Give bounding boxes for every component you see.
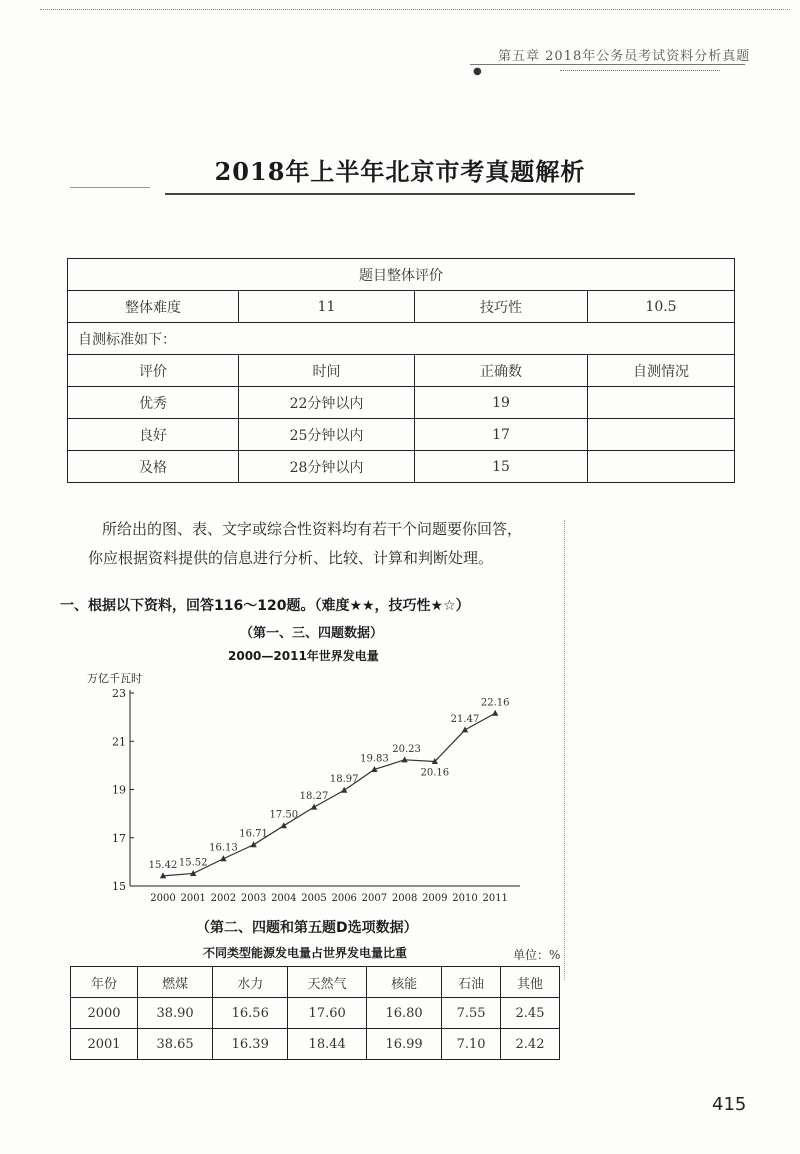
x-tick-label: 2005 [301, 893, 327, 904]
table-header-row [71, 967, 560, 998]
grade-cell: 及格 [68, 451, 239, 483]
table-cell: 17.60 [288, 998, 367, 1029]
correct-cell: 17 [415, 419, 588, 451]
title-rule-left [70, 187, 150, 188]
correct-cell: 15 [415, 451, 588, 483]
x-tick-label: 2000 [150, 893, 176, 904]
table-cell: 16.39 [213, 1029, 288, 1060]
col-header-nuclear: 核能 [367, 967, 442, 998]
question-subtitle: （第一、三、四题数据） [240, 626, 384, 641]
x-tick-label: 2004 [271, 893, 297, 904]
table2-unit: 单位：% [513, 948, 561, 962]
x-tick-label: 2001 [180, 893, 206, 904]
x-tick-label: 2002 [210, 893, 237, 904]
table-cell: 16.80 [367, 998, 442, 1029]
evaluation-table [67, 258, 735, 483]
table-cell: 7.10 [442, 1029, 501, 1060]
grade-cell: 优秀 [68, 387, 239, 419]
table-cell: 38.65 [138, 1029, 213, 1060]
table-cell: 2000 [71, 998, 138, 1029]
x-tick-label: 2010 [452, 893, 478, 904]
data-point [462, 726, 468, 732]
difficulty-label: 整体难度 [68, 291, 239, 323]
grade-cell: 良好 [68, 419, 239, 451]
table-row [71, 1029, 560, 1060]
header-dotted-underline [560, 70, 720, 71]
intro-line-1: 所给出的图、表、文字或综合性资料均有若干个问题要你回答， [102, 520, 523, 538]
skill-value: 10.5 [588, 291, 735, 323]
data-label: 17.50 [269, 809, 299, 821]
time-cell: 25分钟以内 [239, 419, 415, 451]
table-cell: 2001 [71, 1029, 138, 1060]
data-label: 19.83 [360, 753, 389, 765]
col-header-year: 年份 [71, 967, 138, 998]
data-label: 22.16 [480, 697, 510, 709]
table-cell: 2.42 [501, 1029, 560, 1060]
time-cell: 28分钟以内 [239, 451, 415, 483]
question-title: 一、根据以下资料，回答116～120题。（难度★★，技巧性★☆） [60, 598, 470, 614]
col-header-hydro: 水力 [213, 967, 288, 998]
x-tick-label: 2006 [331, 893, 357, 904]
table-row [68, 387, 735, 419]
table-cell: 7.55 [442, 998, 501, 1029]
data-label: 16.13 [209, 842, 238, 854]
data-label: 18.27 [299, 791, 329, 803]
data-point [492, 710, 498, 716]
data-label: 20.16 [420, 767, 450, 779]
difficulty-value: 11 [239, 291, 415, 323]
col-header-grade: 评价 [68, 355, 239, 387]
correct-cell: 19 [415, 387, 588, 419]
table-cell: 16.56 [213, 998, 288, 1029]
y-tick-label: 21 [112, 735, 126, 749]
data-point [311, 804, 317, 810]
data-point [341, 787, 347, 793]
data-label: 16.71 [239, 828, 268, 840]
table-row [68, 419, 735, 451]
table-row [68, 451, 735, 483]
skill-label: 技巧性 [415, 291, 588, 323]
data-label: 21.47 [450, 713, 480, 725]
data-point [250, 841, 256, 847]
intro-line-2: 你应根据资料提供的信息进行分析、比较、计算和判断处理。 [88, 549, 494, 567]
y-axis-label: 万亿千瓦时 [87, 672, 142, 685]
col-header-self-check: 自测情况 [588, 355, 735, 387]
intro-paragraph [88, 515, 578, 573]
col-header-other: 其他 [501, 967, 560, 998]
running-header: 第五章 2018年公务员考试资料分析真题 [498, 49, 751, 64]
energy-share-table [70, 966, 560, 1060]
header-rule [470, 64, 745, 65]
table2-title: 不同类型能源发电量占世界发电量比重 [203, 946, 408, 960]
line-chart [85, 668, 535, 913]
self-check-cell [588, 387, 735, 419]
x-tick-label: 2003 [240, 893, 267, 904]
table-cell: 16.99 [367, 1029, 442, 1060]
table-cell: 2.45 [501, 998, 560, 1029]
col-header-gas: 天然气 [288, 967, 367, 998]
self-check-cell [588, 451, 735, 483]
data-label: 15.52 [178, 857, 208, 869]
col-header-coal: 燃煤 [138, 967, 213, 998]
chart-title: 2000—2011年世界发电量 [228, 649, 379, 663]
x-tick-label: 2009 [422, 893, 448, 904]
header-dotted-rule [40, 9, 790, 10]
data-label: 15.42 [148, 859, 178, 871]
y-tick-label: 15 [112, 880, 126, 893]
x-tick-label: 2007 [361, 893, 388, 904]
table2-subtitle: （第二、四题和第五题D选项数据） [196, 920, 418, 936]
y-tick-label: 23 [112, 687, 126, 700]
data-label: 20.23 [392, 743, 421, 755]
page-number: 415 [712, 1094, 747, 1115]
table-row [71, 998, 560, 1029]
col-header-oil: 石油 [442, 967, 501, 998]
data-point [401, 756, 407, 762]
header-bullet-icon: ● [473, 66, 482, 77]
x-tick-label: 2008 [391, 893, 418, 904]
data-label: 18.97 [329, 774, 359, 786]
margin-dotted-line [564, 520, 565, 980]
evaluation-heading: 题目整体评价 [68, 259, 735, 291]
title-rule [165, 193, 635, 195]
data-point [281, 822, 287, 828]
standard-label: 自测标准如下： [68, 323, 735, 355]
table-cell: 18.44 [288, 1029, 367, 1060]
col-header-time: 时间 [239, 355, 415, 387]
y-tick-label: 19 [112, 783, 126, 797]
y-tick-label: 17 [112, 831, 126, 845]
page-title: 2018年上半年北京市考真题解析 [214, 157, 586, 186]
col-header-correct: 正确数 [415, 355, 588, 387]
self-check-cell [588, 419, 735, 451]
x-tick-label: 2011 [482, 893, 508, 904]
time-cell: 22分钟以内 [239, 387, 415, 419]
table-cell: 38.90 [138, 998, 213, 1029]
